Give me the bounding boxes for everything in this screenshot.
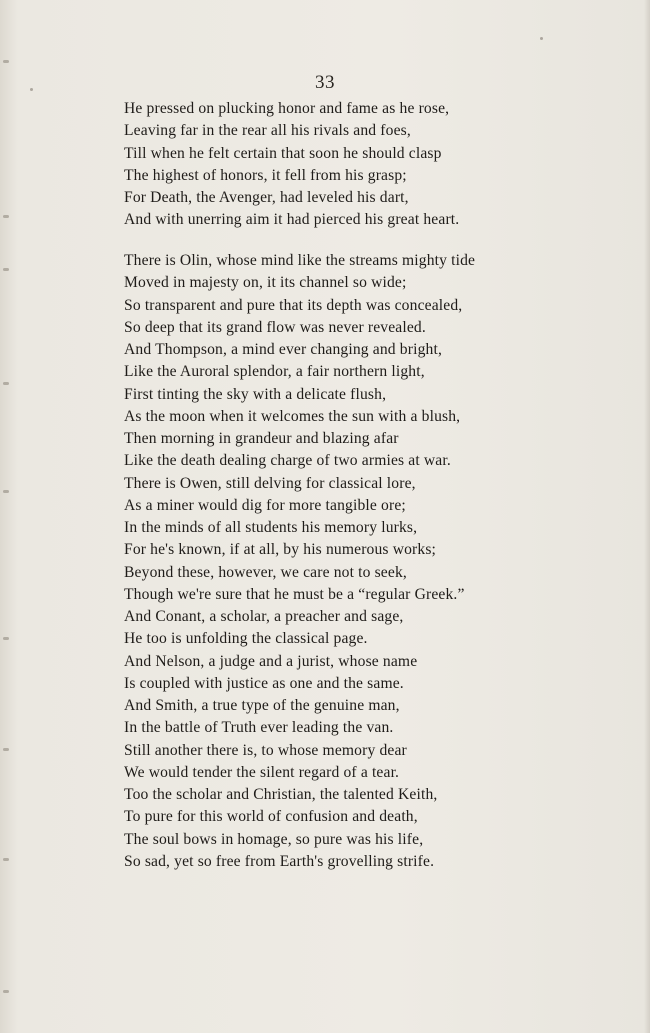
poem-line: There is Owen, still delving for classical lore, <box>124 474 416 492</box>
poem-line: And Smith, a true type of the genuine man, <box>124 697 400 714</box>
stanza-2 <box>124 250 624 873</box>
page-number: 33 <box>315 72 335 93</box>
poem-line: Though we're sure that he must be a “regular Greek.” <box>124 585 465 603</box>
binding-mark <box>3 748 9 751</box>
poem-line: Still another there is, to whose memory dear <box>124 741 407 759</box>
poem-line: In the battle of Truth ever leading the van. <box>124 719 394 737</box>
poem-line: The soul bows in homage, so pure was his life, <box>124 830 424 848</box>
poem-line: We would tender the silent regard of a tear. <box>124 763 400 781</box>
paper-speck <box>540 37 543 40</box>
poem-line: As a miner would dig for more tangible ore; <box>124 496 406 514</box>
poem-line: Like the death dealing charge of two armies at war. <box>124 452 451 470</box>
poem-line: Till when he felt certain that soon he should clasp <box>124 144 442 162</box>
binding-mark <box>3 490 9 493</box>
poem-line: Too the scholar and Christian, the talented Keith, <box>124 786 438 803</box>
poem-line: Then morning in grandeur and blazing afar <box>124 430 399 447</box>
poem-line: So deep that its grand flow was never revealed. <box>124 318 426 336</box>
poem-line: Beyond these, however, we care not to seek, <box>124 563 407 581</box>
poem-line: To pure for this world of confusion and death, <box>124 808 418 826</box>
binding-mark <box>3 60 9 63</box>
poem-line: Leaving far in the rear all his rivals and foes, <box>124 122 411 140</box>
poem-line: There is Olin, whose mind like the streams mighty tide <box>124 252 476 269</box>
poem-line: In the minds of all students his memory lurks, <box>124 519 418 536</box>
stanza-1 <box>124 98 624 232</box>
poem-line: Is coupled with justice as one and the same. <box>124 674 404 692</box>
poem-line: And Thompson, a mind ever changing and bright, <box>124 341 442 358</box>
poem-line: He pressed on plucking honor and fame as he rose, <box>124 100 450 117</box>
poem-line: The highest of honors, it fell from his grasp; <box>124 166 407 184</box>
poem-line: For he's known, if at all, by his numerous works; <box>124 541 437 559</box>
poem-line: As the moon when it welcomes the sun with a blush, <box>124 407 461 425</box>
poem-line: For Death, the Avenger, had leveled his dart, <box>124 189 409 206</box>
binding-mark <box>3 637 9 640</box>
poem-line: He too is unfolding the classical page. <box>124 630 368 648</box>
page-edge-shadow <box>644 0 650 1033</box>
binding-mark <box>3 858 9 861</box>
binding-mark <box>3 215 9 218</box>
poem-line: And Conant, a scholar, a preacher and sage, <box>124 608 404 625</box>
poem-line: Moved in majesty on, it its channel so wide; <box>124 274 407 292</box>
binding-mark <box>3 990 9 993</box>
poem-line: Like the Auroral splendor, a fair northern light, <box>124 363 425 381</box>
poem-line: First tinting the sky with a delicate flush, <box>124 385 387 403</box>
poem-line: So sad, yet so free from Earth's grovelling strife. <box>124 852 435 870</box>
poem-line: And Nelson, a judge and a jurist, whose name <box>124 652 418 670</box>
binding-mark <box>3 382 9 385</box>
poem-line: So transparent and pure that its depth was concealed, <box>124 296 463 314</box>
poem-line: And with unerring aim it had pierced his great heart. <box>124 211 460 229</box>
binding-mark <box>3 268 9 271</box>
